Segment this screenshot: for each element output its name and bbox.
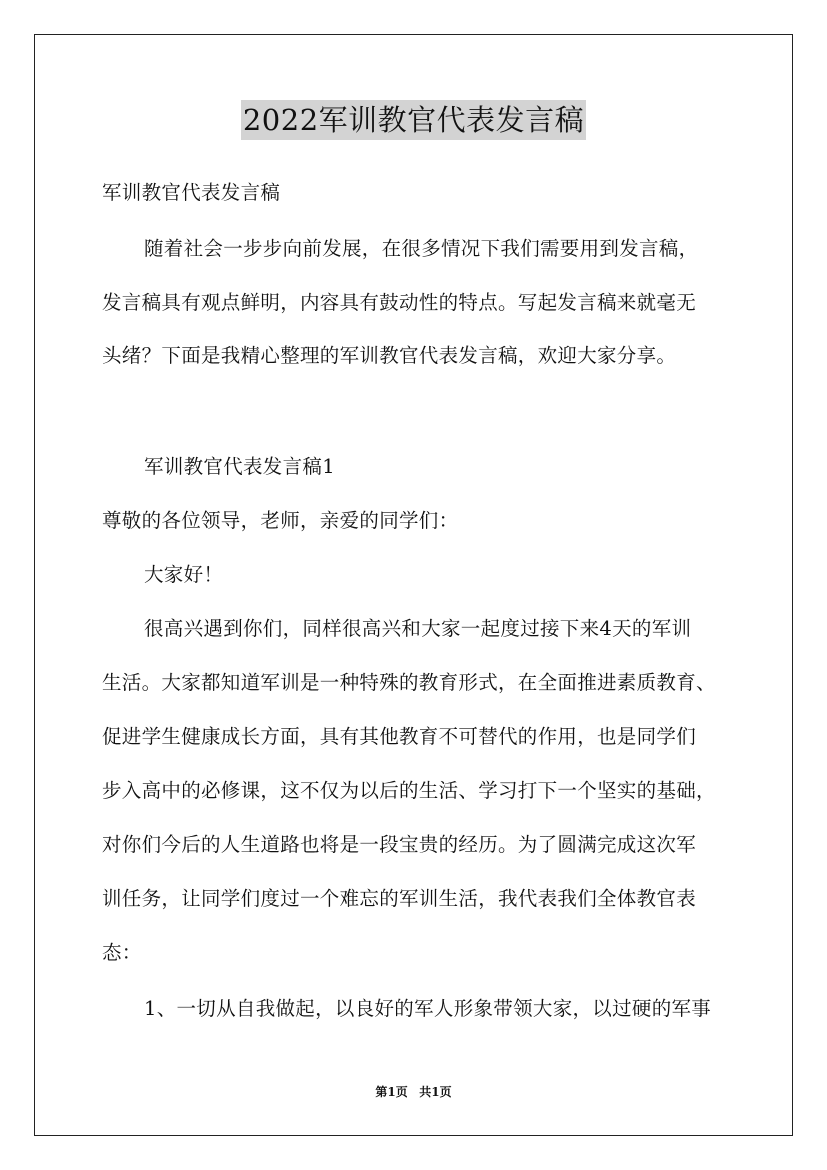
page-total: 共1页	[419, 1085, 452, 1099]
body-line-1: 很高兴遇到你们，同样很高兴和大家一起度过接下来4天的军训	[144, 617, 692, 640]
intro-line-2: 发言稿具有观点鲜明，内容具有鼓动性的特点。写起发言稿来就毫无	[102, 291, 697, 314]
document-title: 2022军训教官代表发言稿	[241, 100, 586, 140]
body-line-3: 促进学生健康成长方面，具有其他教育不可替代的作用，也是同学们	[102, 725, 697, 748]
section-heading: 军训教官代表发言稿1	[144, 455, 335, 478]
body-line-4: 步入高中的必修课，这不仅为以后的生活、学习打下一个坚实的基础，	[102, 779, 716, 802]
body-line-6: 训任务，让同学们度过一个难忘的军训生活，我代表我们全体教官表	[102, 887, 697, 910]
body-line-5: 对你们今后的人生道路也将是一段宝贵的经历。为了圆满完成这次军	[102, 833, 697, 856]
title-container	[0, 100, 827, 140]
subtitle-line: 军训教官代表发言稿	[102, 181, 281, 204]
page-footer	[0, 1084, 827, 1100]
list-item-1-line: 1、一切从自我做起，以良好的军人形象带领大家，以过硬的军事	[144, 997, 712, 1020]
body-line-7: 态：	[102, 941, 142, 964]
intro-line-3: 头绪？下面是我精心整理的军训教官代表发言稿，欢迎大家分享。	[102, 344, 677, 367]
page-number: 第1页	[375, 1085, 408, 1099]
intro-line-1: 随着社会一步步向前发展，在很多情况下我们需要用到发言稿，	[144, 237, 699, 260]
salutation-line: 尊敬的各位领导，老师，亲爱的同学们：	[102, 509, 459, 532]
greeting-line: 大家好！	[144, 563, 224, 586]
body-line-2: 生活。大家都知道军训是一种特殊的教育形式，在全面推进素质教育、	[102, 671, 716, 694]
